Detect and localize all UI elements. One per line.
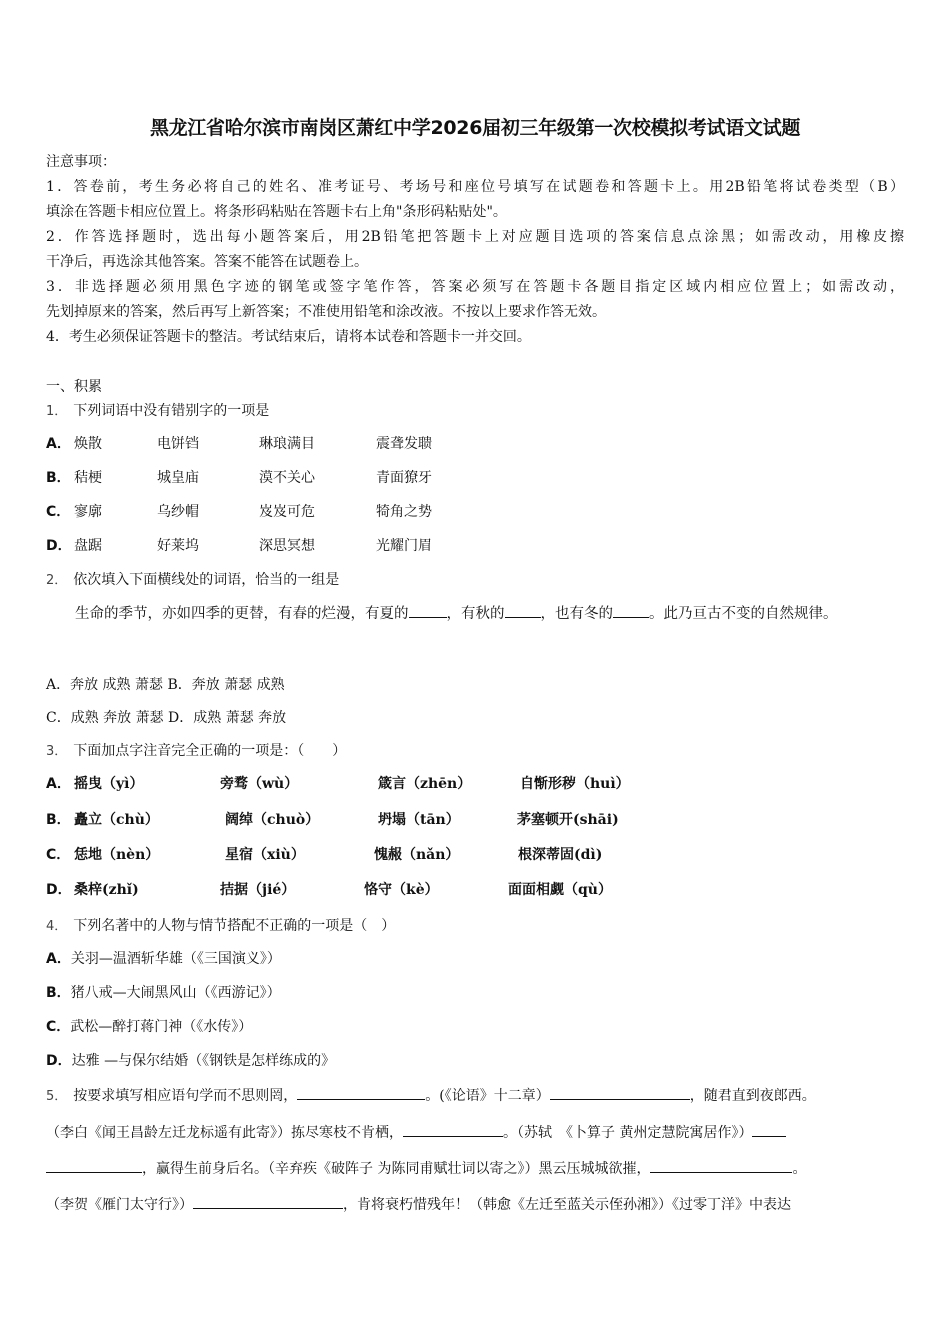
section-heading: 一、积累 (46, 379, 102, 395)
option-label: A． (46, 951, 71, 967)
option-word: 青面獠牙 (376, 470, 432, 486)
passage-text: 。此乃亘古不变的自然规律。 (649, 606, 838, 622)
notice-line-2: 填涂在答题卡相应位置上。将条形码粘贴在答题卡右上角"条形码粘贴处"。 (46, 204, 507, 220)
notice-line-5: 3．非选择题必须用黑色字迹的钢笔或签字笔作答，答案必须写在答题卡各题目指定区域内相应位置上；如需改动， (46, 279, 904, 295)
option-word: 盘踞 (74, 538, 102, 554)
q4-option-d[interactable] (46, 1051, 335, 1071)
option-label: C． (46, 504, 71, 520)
question-text: 下面加点字注音完全正确的一项是：（ ） (73, 743, 347, 759)
question-number: 5． (46, 1089, 68, 1104)
option-word: 自惭形秽（huì） (520, 776, 630, 792)
notice-line-4: 干净后，再选涂其他答案。答案不能答在试题卷上。 (46, 254, 368, 270)
option-word: 坍塌（tān） (378, 812, 460, 828)
fill-blank[interactable] (46, 1158, 142, 1173)
option-word: 琳琅满目 (259, 436, 315, 452)
option-text: 达雅 —与保尔结婚（《钢铁是怎样练成的》 (71, 1053, 336, 1069)
fill-blank[interactable] (613, 603, 649, 618)
q5-text: 。(《论语》十二章） (425, 1088, 550, 1104)
q5-text: 。（苏轼 《卜算子 黄州定慧院寓居作》） (503, 1125, 753, 1141)
option-word: 矗立（chù） (74, 812, 159, 828)
option-word: 桑梓(zhǐ) (74, 882, 139, 898)
notice-line-1: 1．答卷前，考生务必将自己的姓名、准考证号、考场号和座位号填写在试题卷和答题卡上。用2B铅笔将试卷类型（B） (46, 179, 904, 195)
fill-blank[interactable] (403, 1122, 503, 1137)
option-word: 岌岌可危 (259, 504, 315, 520)
option-label: A． (46, 776, 71, 792)
option-label: B． (46, 812, 71, 828)
q5-text: 按要求填写相应语句学而不思则罔， (73, 1088, 298, 1104)
question-text: 下列词语中没有错别字的一项是 (73, 403, 270, 419)
option-word: 深思冥想 (259, 538, 315, 554)
option-word: 光耀门眉 (376, 538, 432, 554)
question-2-stem (46, 570, 339, 591)
option-word: 好莱坞 (157, 538, 199, 554)
exam-title: 黑龙江省哈尔滨市南岗区萧红中学2026届初三年级第一次校模拟考试语文试题 (149, 117, 801, 139)
option-label: D． (46, 1053, 72, 1069)
fill-blank[interactable] (409, 603, 447, 618)
question-number: 2． (46, 573, 68, 588)
option-word: 犄角之势 (376, 504, 432, 520)
fill-blank[interactable] (193, 1194, 343, 1209)
question-text: 下列名著中的人物与情节搭配不正确的一项是（ ） (73, 918, 396, 934)
option-label: C． (46, 1019, 71, 1035)
q5-text: ，赢得生前身后名。（辛弃疾《破阵子 为陈同甫赋壮词以寄之》）黑云压城城欲摧， (142, 1161, 651, 1177)
q2-options-ab[interactable]: A．奔放 成熟 萧瑟 B．奔放 萧瑟 成熟 (46, 677, 285, 693)
option-word: 箴言（zhēn） (378, 776, 472, 792)
option-word: 恁地（nèn） (74, 847, 160, 863)
passage-text: ，有秋的 (446, 606, 505, 622)
option-label: D． (46, 538, 72, 554)
option-word: 阔绰（chuò） (225, 812, 320, 828)
question-text: 依次填入下面横线处的词语，恰当的一组是 (73, 572, 340, 588)
option-word: 面面相觑（qù） (508, 882, 612, 898)
option-label: A． (46, 436, 71, 452)
option-word: 旁骛（wù） (220, 776, 299, 792)
notice-heading: 注意事项： (46, 154, 116, 170)
option-text: 猪八戒—大闹黑风山（《西游记》） (70, 985, 281, 1001)
option-word: 城皇庙 (157, 470, 199, 486)
fill-blank[interactable] (650, 1158, 792, 1173)
fill-blank[interactable] (505, 603, 541, 618)
option-word: 茅塞顿开(shāi) (517, 812, 619, 828)
option-word: 震聋发聩 (376, 436, 432, 452)
option-label: B． (46, 470, 71, 486)
question-number: 4． (46, 919, 68, 934)
option-word: 恪守（kè） (364, 882, 439, 898)
notice-line-3: 2．作答选择题时，选出每小题答案后，用2B铅笔把答题卡上对应题目选项的答案信息点涂黑；如需改动，用橡皮擦 (46, 229, 904, 245)
notice-line-6: 先划掉原来的答案，然后再写上新答案；不准使用铅笔和涂改液。不按以上要求作答无效。 (46, 304, 606, 320)
option-word: 乌纱帽 (157, 504, 199, 520)
passage-text: ，也有冬的 (540, 606, 613, 622)
option-label: D． (46, 882, 72, 898)
option-word: 根深蒂固(dì) (518, 847, 603, 863)
q5-text: ，肯将衰朽惜残年！（韩愈《左迁至蓝关示侄孙湘》）《过零丁洋》中表达 (343, 1197, 791, 1213)
option-word: 秸梗 (74, 470, 102, 486)
question-1-stem (46, 401, 269, 422)
option-word: 拮据（jié） (220, 882, 296, 898)
option-word: 愧赧（nǎn） (374, 847, 460, 863)
q4-option-c[interactable] (46, 1017, 252, 1037)
question-4-stem (46, 916, 395, 937)
option-text: 武松—醉打蒋门神（《水传》） (70, 1019, 253, 1035)
question-5 (46, 1078, 908, 1223)
option-word: 摇曳（yì） (74, 776, 144, 792)
q5-text: 。 (792, 1161, 807, 1177)
fill-blank[interactable] (752, 1122, 786, 1137)
q4-option-a[interactable] (46, 949, 281, 969)
fill-blank[interactable] (550, 1085, 690, 1100)
q5-text: ，随君直到夜郎西。 (689, 1088, 816, 1104)
option-word: 电饼铛 (157, 436, 199, 452)
question-number: 3． (46, 744, 68, 759)
option-word: 漠不关心 (259, 470, 315, 486)
notice-line-7: 4．考生必须保证答题卡的整洁。考试结束后，请将本试卷和答题卡一并交回。 (46, 329, 531, 345)
question-3-stem (46, 741, 346, 762)
q2-passage (46, 596, 904, 632)
q2-options-cd[interactable]: C．成熟 奔放 萧瑟 D．成熟 萧瑟 奔放 (46, 710, 287, 726)
option-text: 关羽—温酒斩华雄（《三国演义》） (70, 951, 281, 967)
option-word: 星宿（xiù） (225, 847, 305, 863)
option-label: B． (46, 985, 71, 1001)
option-word: 焕散 (74, 436, 102, 452)
passage-text: 生命的季节，亦如四季的更替，有春的烂漫，有夏的 (75, 606, 409, 622)
q5-text: （李贺《雁门太守行》） (46, 1197, 193, 1213)
fill-blank[interactable] (297, 1085, 425, 1100)
option-word: 寥廓 (74, 504, 102, 520)
q5-text: （李白《闻王昌龄左迁龙标遥有此寄》）拣尽寒枝不肯栖， (46, 1125, 403, 1141)
option-label: C． (46, 847, 71, 863)
question-number: 1． (46, 404, 68, 419)
q4-option-b[interactable] (46, 983, 281, 1003)
